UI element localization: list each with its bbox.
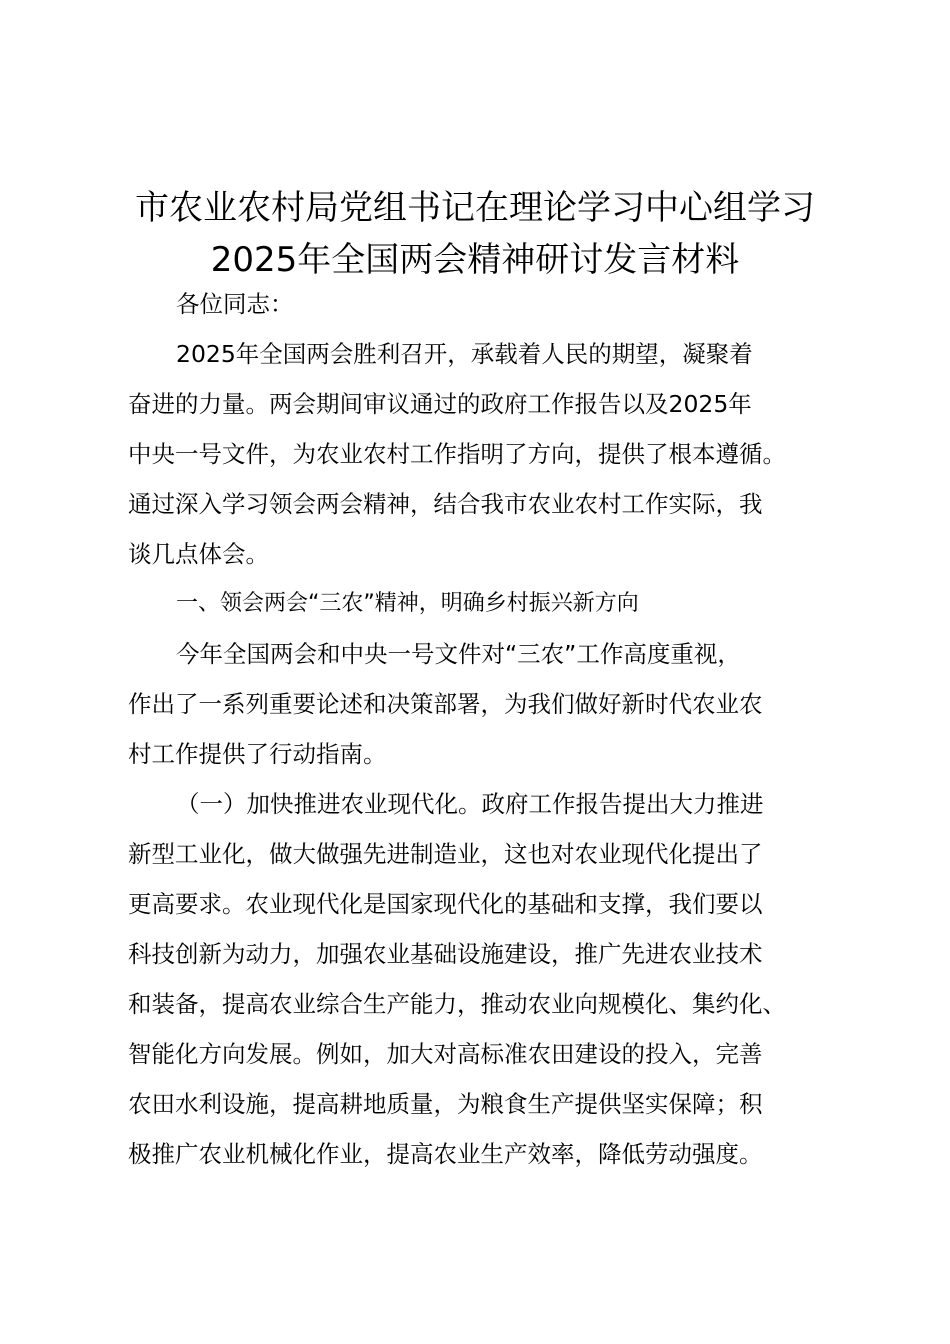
paragraph-3-line: 更高要求。农业现代化是国家现代化的基础和支撑，我们要以 — [128, 890, 763, 918]
paragraph-1-line: 2025年全国两会胜利召开，承载着人民的期望，凝聚着 — [176, 340, 753, 368]
paragraph-3-line: 科技创新为动力，加强农业基础设施建设，推广先进农业技术 — [128, 940, 763, 968]
paragraph-3-line: （一）加快推进农业现代化。政府工作报告提出大力推进 — [176, 790, 764, 818]
section-1-heading: 一、领会两会“三农”精神，明确乡村振兴新方向 — [176, 591, 639, 616]
paragraph-1-line: 奋进的力量。两会期间审议通过的政府工作报告以及2025年 — [128, 390, 752, 418]
paragraph-1-line: 通过深入学习领会两会精神，结合我市农业农村工作实际，我 — [128, 490, 763, 518]
paragraph-3-line: 农田水利设施，提高耕地质量，为粮食生产提供坚实保障；积 — [128, 1090, 763, 1118]
paragraph-3-line: 新型工业化，做大做强先进制造业，这也对农业现代化提出了 — [128, 840, 763, 868]
salutation: 各位同志： — [176, 290, 294, 318]
paragraph-2-line: 作出了一系列重要论述和决策部署，为我们做好新时代农业农 — [128, 690, 763, 718]
paragraph-2-line: 村工作提供了行动指南。 — [128, 740, 387, 768]
paragraph-3-line: 和装备，提高农业综合生产能力，推动农业向规模化、集约化、 — [128, 990, 786, 1018]
document-title-line-1: 市农业农村局党组书记在理论学习中心组学习 — [135, 188, 815, 228]
paragraph-2-line: 今年全国两会和中央一号文件对“三农”工作高度重视， — [176, 640, 741, 668]
document-title-line-2: 2025年全国两会精神研讨发言材料 — [210, 240, 740, 280]
paragraph-1-line: 中央一号文件，为农业农村工作指明了方向，提供了根本遵循。 — [128, 440, 786, 468]
paragraph-1-line: 谈几点体会。 — [128, 540, 269, 568]
paragraph-3-line: 极推广农业机械化作业，提高农业生产效率，降低劳动强度。 — [128, 1140, 763, 1168]
paragraph-3-line: 智能化方向发展。例如，加大对高标准农田建设的投入，完善 — [128, 1040, 763, 1068]
